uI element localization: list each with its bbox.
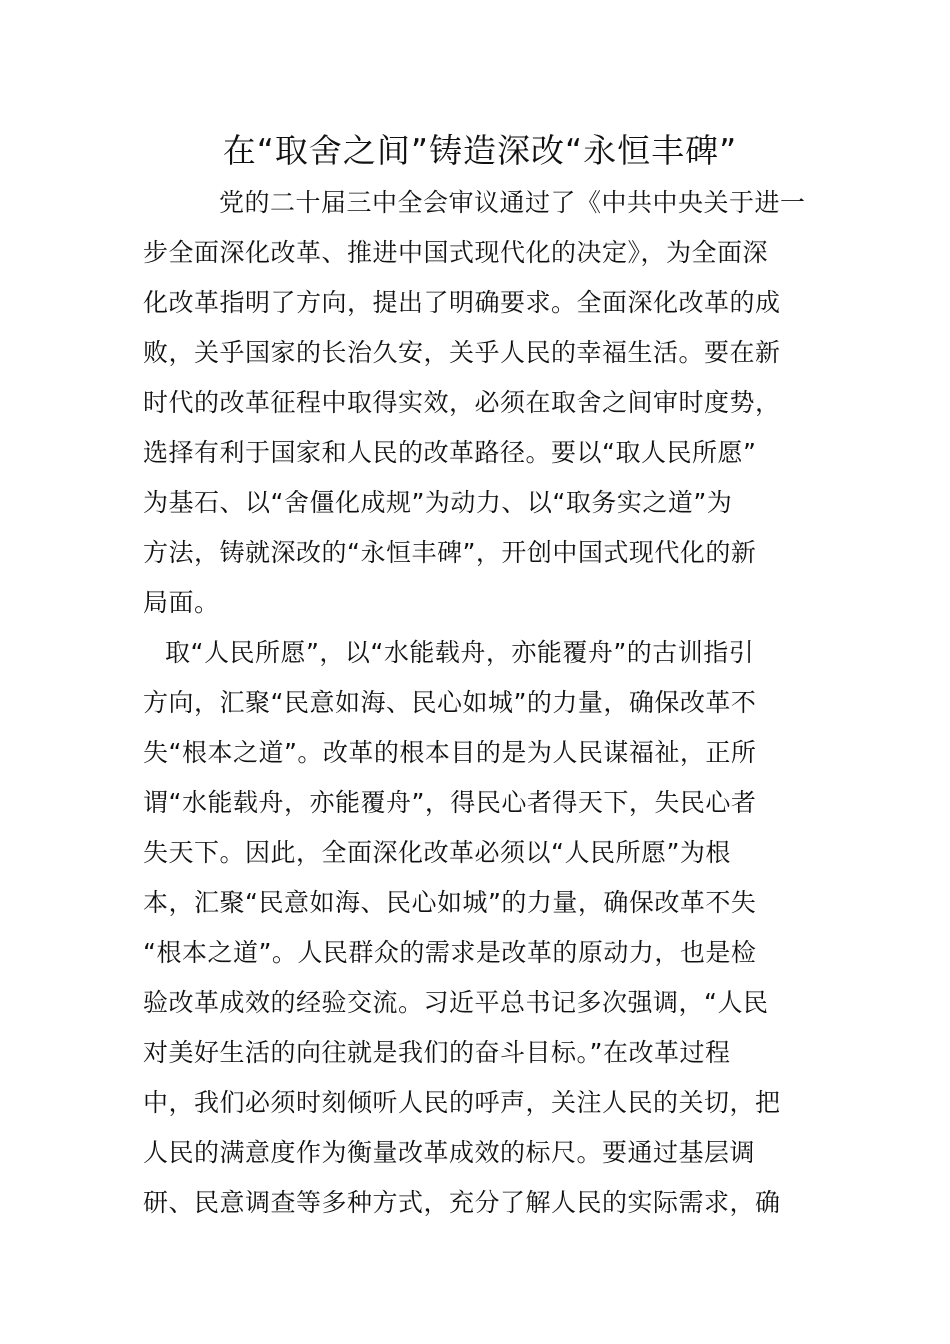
text-line: 验改革成效的经验交流。习近平总书记多次强调，“人民 — [143, 988, 769, 1017]
text-line: 败，关乎国家的长治久安，关乎人民的幸福生活。要在新 — [143, 338, 781, 367]
text-line: 失天下。因此，全面深化改革必须以“人民所愿”为根 — [143, 838, 731, 867]
text-line: 对美好生活的向往就是我们的奋斗目标。”在改革过程 — [143, 1038, 731, 1067]
text-line: 局面。 — [143, 588, 220, 617]
text-line: 失“根本之道”。改革的根本目的是为人民谋福祉，正所 — [143, 738, 757, 767]
paragraph-2 — [143, 628, 808, 1228]
text-line: 中，我们必须时刻倾听人民的呼声，关注人民的关切，把 — [143, 1088, 781, 1117]
text-line: 党的二十届三中全会审议通过了《中共中央关于进一 — [219, 188, 806, 217]
text-line: 谓“水能载舟，亦能覆舟”，得民心者得天下，失民心者 — [143, 788, 757, 817]
paragraph-1 — [143, 178, 808, 628]
text-line: 研、民意调查等多种方式，充分了解人民的实际需求，确 — [143, 1188, 781, 1217]
text-line: 人民的满意度作为衡量改革成效的标尺。要通过基层调 — [143, 1138, 756, 1167]
document-body — [143, 178, 808, 1228]
text-line: 化改革指明了方向，提出了明确要求。全面深化改革的成 — [143, 288, 781, 317]
document-title: 在“取舍之间”铸造深改“永恒丰碑” — [222, 131, 738, 170]
text-line: 方法，铸就深改的“永恒丰碑”，开创中国式现代化的新 — [143, 538, 757, 567]
text-line: 时代的改革征程中取得实效，必须在取舍之间审时度势， — [143, 388, 781, 417]
text-line: 为基石、以“舍僵化成规”为动力、以“取务实之道”为 — [143, 488, 733, 517]
text-line: 本，汇聚“民意如海、民心如城”的力量，确保改革不失 — [143, 888, 757, 917]
text-line: 方向，汇聚“民意如海、民心如城”的力量，确保改革不 — [143, 688, 757, 717]
text-line: 步全面深化改革、推进中国式现代化的决定》，为全面深 — [143, 238, 769, 267]
text-line: 取“人民所愿”，以“水能载舟，亦能覆舟”的古训指引 — [165, 638, 755, 667]
text-line: 选择有利于国家和人民的改革路径。要以“取人民所愿” — [143, 438, 757, 467]
text-line: “根本之道”。人民群众的需求是改革的原动力，也是检 — [143, 938, 757, 967]
